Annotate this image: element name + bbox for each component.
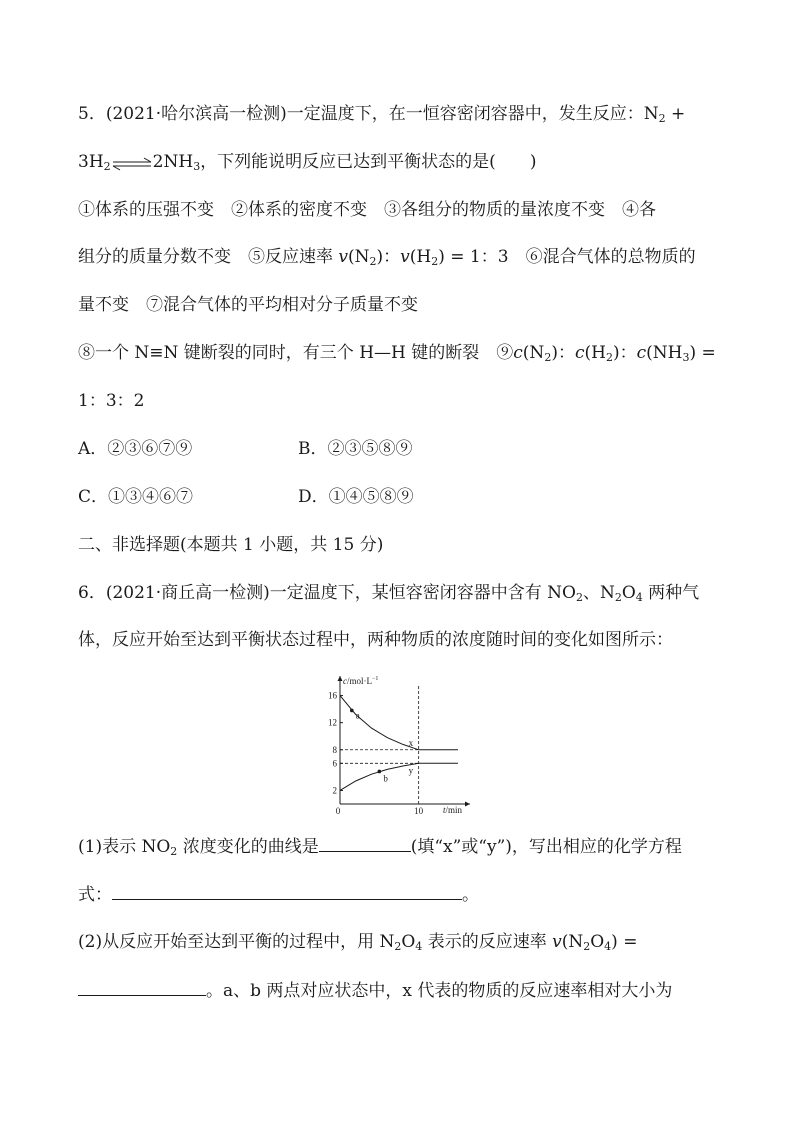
equilibrium-arrow-icon	[111, 155, 153, 171]
v-symbol: v	[552, 932, 562, 952]
series-y-label: y	[408, 765, 414, 776]
text: )：	[551, 343, 575, 363]
text: 。	[462, 885, 479, 905]
c-symbol: c	[636, 343, 647, 363]
series-x-line	[340, 696, 458, 750]
text: (H	[584, 343, 606, 363]
text: ) =	[689, 343, 716, 363]
c-symbol: c	[513, 343, 523, 363]
subscript: 2	[103, 160, 111, 173]
text: (N	[522, 343, 545, 363]
text: O	[401, 932, 416, 952]
subscript: 4	[635, 591, 643, 604]
y-tick-label: 8	[332, 744, 337, 755]
text: 。a、b 两点对应状态中，x 代表的物质的反应速率相对大小为	[206, 981, 673, 1001]
q5-line-4	[78, 245, 728, 269]
subscript: 2	[394, 940, 402, 953]
c-symbol: c	[574, 343, 585, 363]
subscript: 2	[431, 255, 439, 268]
q5-line-3: ①体系的压强不变 ②体系的密度不变 ③各组分的物质的量浓度不变 ④各	[78, 200, 656, 220]
answer-blank-equation[interactable]	[112, 882, 462, 900]
text: 、N	[582, 583, 615, 603]
q6-line-1	[78, 581, 728, 605]
y-tick-label: 16	[328, 690, 337, 701]
q5-line-6	[78, 341, 728, 365]
text: O	[590, 932, 605, 952]
y-axis-label: $c/mol\cdot L^{-1}$	[343, 676, 379, 686]
v-symbol: v	[400, 247, 410, 267]
origin-label: 0	[335, 806, 341, 814]
subscript: 3	[193, 160, 201, 173]
concentration-time-chart	[318, 672, 478, 814]
q6-part2-line-2	[78, 978, 728, 1003]
section-heading: 二、非选择题(本题共 1 小题，共 15 分)	[78, 535, 384, 555]
plus-sign: +	[665, 104, 686, 124]
q5-number: 5．	[78, 104, 106, 124]
text: (填“x”或“y”)，写出相应的化学方程	[410, 837, 682, 857]
option-a[interactable]: A．②③⑥⑦⑨	[78, 439, 193, 459]
h2-formula: 3H	[78, 152, 104, 172]
subscript: 2	[583, 940, 591, 953]
subscript: 2	[658, 112, 666, 125]
text: (H	[409, 247, 432, 267]
q6-line-2: 体，反应开始至达到平衡状态过程中，两种物质的浓度随时间的变化如图所示：	[78, 630, 673, 650]
y-tick-label: 12	[328, 717, 337, 728]
subscript: 2	[170, 845, 178, 858]
text: ) = 1：3 ⑥混合气体的总物质的	[438, 247, 696, 267]
text: (1)表示 NO	[78, 837, 171, 857]
subscript: 3	[682, 351, 690, 364]
q5-line-2	[78, 150, 728, 174]
text: 式：	[78, 885, 112, 905]
y-axis-arrow-icon	[338, 676, 343, 681]
q5-line-5: 量不变 ⑦混合气体的平均相对分子质量不变	[78, 295, 418, 315]
point-b	[378, 770, 382, 774]
text: 浓度变化的曲线是	[177, 837, 319, 857]
point-a-label: a	[355, 710, 360, 721]
subscript: 2	[369, 255, 377, 268]
text: O	[621, 583, 636, 603]
answer-blank-curve[interactable]	[319, 834, 411, 852]
subscript: 2	[544, 351, 552, 364]
option-d[interactable]: D．①④⑤⑧⑨	[298, 487, 414, 507]
q6-part1-line-1	[78, 834, 728, 859]
q5-stem-a: 一定温度下，在一恒容密闭容器中，发生反应：N	[286, 104, 659, 124]
text: (N	[561, 932, 584, 952]
subscript: 4	[604, 940, 612, 953]
text: (NH	[646, 343, 683, 363]
series-x-label: x	[408, 737, 414, 748]
x-tick-label: 10	[414, 806, 424, 814]
subscript: 2	[605, 351, 613, 364]
text: )：	[612, 343, 637, 363]
text: 6．(2021·商丘高一检测)一定温度下，某恒容密闭容器中含有 NO	[78, 583, 576, 603]
v-symbol: v	[338, 247, 349, 267]
point-b-label: b	[383, 773, 388, 784]
x-axis-label: t/min	[443, 805, 463, 814]
text: )：	[376, 247, 401, 267]
text: ⑧一个 N≡N 键断裂的同时，有三个 H—H 键的断裂 ⑨	[78, 343, 514, 363]
option-c[interactable]: C．①③④⑥⑦	[78, 487, 194, 507]
y-tick-label: 2	[332, 785, 337, 796]
x-axis-arrow-icon	[465, 802, 470, 807]
y-tick-label: 6	[332, 758, 337, 769]
text: 两种气	[642, 583, 700, 603]
q5-line-7: 1：3：2	[78, 391, 145, 411]
text: (2)从反应开始至达到平衡的过程中，用 N	[78, 932, 395, 952]
text: 组分的质量分数不变 ⑤反应速率	[78, 247, 339, 267]
q6-part2-line-1	[78, 930, 728, 954]
text: (N	[348, 247, 370, 267]
subscript: 2	[575, 591, 583, 604]
q5-source: (2021·哈尔滨高一检测)	[105, 104, 287, 124]
subscript: 4	[415, 940, 423, 953]
text: ) =	[611, 932, 638, 952]
answer-blank-rate[interactable]	[78, 978, 206, 996]
option-b[interactable]: B．②③⑤⑧⑨	[298, 439, 413, 459]
subscript: 2	[614, 591, 622, 604]
point-a	[350, 709, 354, 713]
series-y-line	[340, 763, 458, 790]
q5-line-1	[78, 102, 728, 126]
text: 表示的反应速率	[422, 932, 553, 952]
q6-part1-line-2	[78, 882, 728, 907]
q5-stem-b: ，下列能说明反应已达到平衡状态的是( )	[200, 152, 537, 172]
nh3-formula: 2NH	[152, 152, 194, 172]
